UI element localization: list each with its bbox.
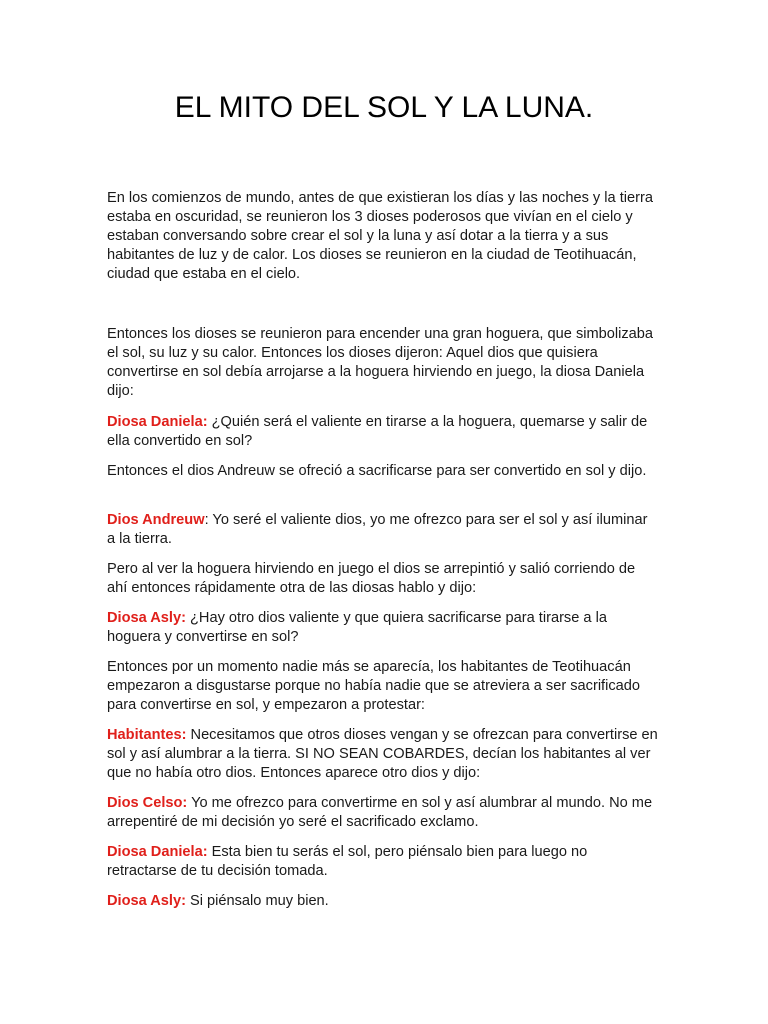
speaker-label: Dios Celso: bbox=[107, 795, 188, 811]
dialogue-text: : Yo seré el valiente dios, yo me ofrezco para ser el sol y así iluminar a la tierra. bbox=[107, 512, 648, 547]
dialogue-text: Si piénsalo muy bien. bbox=[185, 893, 329, 909]
dialogue-dios-celso bbox=[107, 794, 659, 832]
paragraph-2 bbox=[107, 325, 659, 401]
paragraph-5 bbox=[107, 658, 659, 715]
dialogue-diosa-daniela-2 bbox=[107, 843, 659, 881]
paragraph-text: Entonces por un momento nadie más se aparecía, los habitantes de Teotihuacán empezaron a disgustarse porque no había nadie que se atreviera a ser sacrificado para convertirse en sol, y empezaron a protestar: bbox=[107, 659, 640, 713]
document-title: EL MITO DEL SOL Y LA LUNA. bbox=[174, 91, 594, 124]
dialogue-text: ¿Hay otro dios valiente y que quiera sacrificarse para tirarse a la hoguera y convertirse en sol? bbox=[107, 610, 607, 645]
dialogue-diosa-daniela-1 bbox=[107, 413, 659, 451]
dialogue-text: Yo me ofrezco para convertirme en sol y así alumbrar al mundo. No me arrepentiré de mi decisión yo seré el sacrificado exclamo. bbox=[107, 795, 653, 830]
dialogue-habitantes bbox=[107, 726, 659, 783]
paragraph-text: Entonces el dios Andreuw se ofreció a sacrificarse para ser convertido en sol y dijo. bbox=[107, 463, 647, 479]
speaker-label: Dios Andreuw bbox=[107, 512, 205, 528]
dialogue-text: Necesitamos que otros dioses vengan y se ofrezcan para convertirse en sol y así alumbrar a la tierra. SI NO SEAN COBARDES, decían los habitantes al ver que no había otro dios. Entonces aparece otro dios y dijo: bbox=[107, 727, 658, 781]
dialogue-text: ¿Quién será el valiente en tirarse a la hoguera, quemarse y salir de ella convertido en sol? bbox=[107, 414, 648, 449]
speaker-label: Diosa Daniela: bbox=[107, 414, 208, 430]
dialogue-dios-andreuw bbox=[107, 511, 659, 549]
speaker-label: Diosa Asly: bbox=[107, 893, 186, 909]
paragraph-4 bbox=[107, 560, 659, 598]
speaker-label: Diosa Daniela: bbox=[107, 844, 208, 860]
paragraph-text: Entonces los dioses se reunieron para encender una gran hoguera, que simbolizaba el sol, su luz y su calor. Entonces los dioses dijeron: Aquel dios que quisiera convertirse en sol debía arrojarse a la hoguera hirviendo en juego, la diosa Daniela dijo: bbox=[107, 326, 654, 399]
speaker-label: Diosa Asly: bbox=[107, 610, 186, 626]
paragraph-text: Pero al ver la hoguera hirviendo en juego el dios se arrepintió y salió corriendo de ahí entonces rápidamente otra de las diosas hablo y dijo: bbox=[107, 561, 636, 596]
dialogue-text: Esta bien tu serás el sol, pero piénsalo bien para luego no retractarse de tu decisión tomada. bbox=[107, 844, 588, 879]
dialogue-diosa-asly-1 bbox=[107, 609, 659, 647]
paragraph-text: En los comienzos de mundo, antes de que existieran los días y las noches y la tierra estaba en oscuridad, se reunieron los 3 dioses poderosos que vivían en el cielo y estaban conversando sobre crear el sol y la luna y así dotar a la tierra y a sus habitantes de luz y de calor. Los dioses se reunieron en la ciudad de Teotihuacán, ciudad que estaba en el cielo. bbox=[107, 190, 653, 282]
dialogue-diosa-asly-2 bbox=[107, 892, 659, 911]
speaker-label: Habitantes: bbox=[107, 727, 187, 743]
paragraph-1 bbox=[107, 189, 659, 284]
paragraph-3 bbox=[107, 462, 659, 481]
